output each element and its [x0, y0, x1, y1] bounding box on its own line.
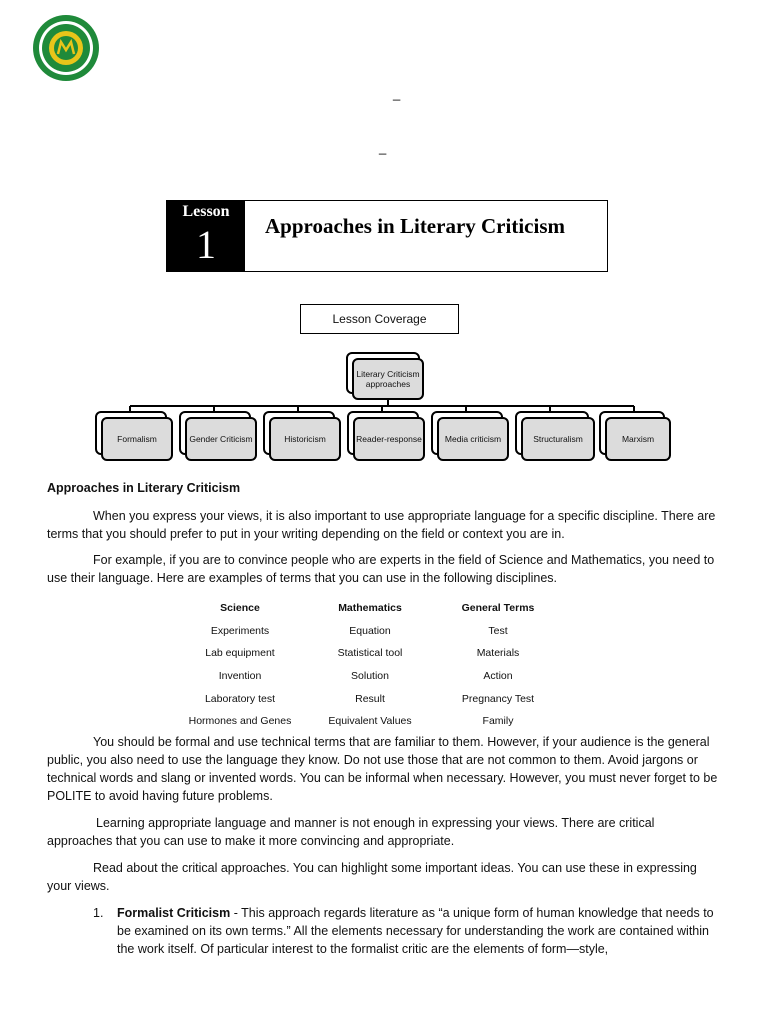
- list-item-text: - This approach regards literature as “a unique form of human knowledge that needs to be examined on its own terms.” All the elements necessary for understanding the work are contained within the work itself. Of particular interest to the formalist critic are the elements of form—style,: [117, 906, 714, 956]
- child-node-gender-criticism: Gender Criticism: [185, 417, 257, 461]
- paragraph: Learning appropriate language and manner is not enough in expressing your views. There are critical approaches that you can use to make it more convincing and appropriate.: [47, 816, 655, 848]
- terms-column-science: [178, 597, 302, 733]
- table-cell: Equation: [349, 624, 391, 637]
- table-cell: Pregnancy Test: [461, 692, 535, 705]
- table-cell: Materials: [476, 647, 520, 660]
- child-node-formalism: Formalism: [101, 417, 173, 461]
- table-cell: Statistical tool: [337, 647, 403, 660]
- header-dash: _: [379, 140, 387, 155]
- child-node-reader-response: Reader-response: [353, 417, 425, 461]
- child-node-historicism: Historicism: [269, 417, 341, 461]
- terms-column-mathematics: [310, 597, 430, 733]
- paragraph: You should be formal and use technical terms that are familiar to them. However, if your audience is the general public, you also need to use the language they know. Do not use those that are not common to them. Avoid jargons or technical words and slang or invented words. You can be informal when necessary. However, you must never forget to be POLITE to avoid having future problems.: [47, 735, 718, 803]
- section-heading: Approaches in Literary Criticism: [47, 481, 241, 495]
- lesson-coverage-box: Lesson Coverage: [300, 304, 459, 334]
- table-cell: Family: [482, 715, 514, 728]
- paragraph: When you express your views, it is also important to use appropriate language for a specific discipline. There are terms that you should prefer to put in your writing depending on the field or context you are in.: [47, 509, 716, 541]
- child-node-structuralism: Structuralism: [521, 417, 595, 461]
- list-item: [117, 904, 723, 958]
- table-cell: Hormones and Genes: [188, 715, 292, 728]
- child-node-media-criticism: Media criticism: [437, 417, 509, 461]
- child-node-marxism: Marxism: [605, 417, 671, 461]
- table-cell: Lab equipment: [205, 647, 275, 660]
- lesson-label: Lesson: [182, 203, 230, 220]
- table-cell: Action: [483, 670, 513, 683]
- approaches-list: [93, 904, 723, 958]
- column-header: Mathematics: [338, 602, 402, 614]
- table-cell: Experiments: [210, 624, 270, 637]
- lesson-coverage-diagram: [0, 0, 768, 470]
- table-cell: Equivalent Values: [328, 715, 412, 728]
- table-cell: Laboratory test: [204, 692, 276, 705]
- table-cell: Solution: [351, 670, 389, 683]
- lesson-number: 1: [196, 222, 216, 267]
- terms-column-general: [442, 597, 554, 733]
- lesson-title: Approaches in Literary Criticism: [265, 214, 565, 238]
- table-cell: Result: [355, 692, 385, 705]
- column-header: Science: [220, 602, 260, 614]
- root-node: Literary Criticism approaches: [352, 358, 424, 400]
- list-item-term: Formalist Criticism: [117, 906, 231, 920]
- header-dash: _: [393, 86, 401, 101]
- column-header: General Terms: [461, 602, 535, 614]
- table-cell: Test: [488, 624, 508, 637]
- paragraph: Read about the critical approaches. You can highlight some important ideas. You can use these in expressing your views.: [47, 861, 697, 893]
- paragraph: For example, if you are to convince people who are experts in the field of Science and Mathematics, you need to use their language. Here are examples of terms that you can use in the following disciplines.: [47, 553, 715, 585]
- list-number: 1.: [93, 906, 104, 920]
- table-cell: Invention: [218, 670, 262, 683]
